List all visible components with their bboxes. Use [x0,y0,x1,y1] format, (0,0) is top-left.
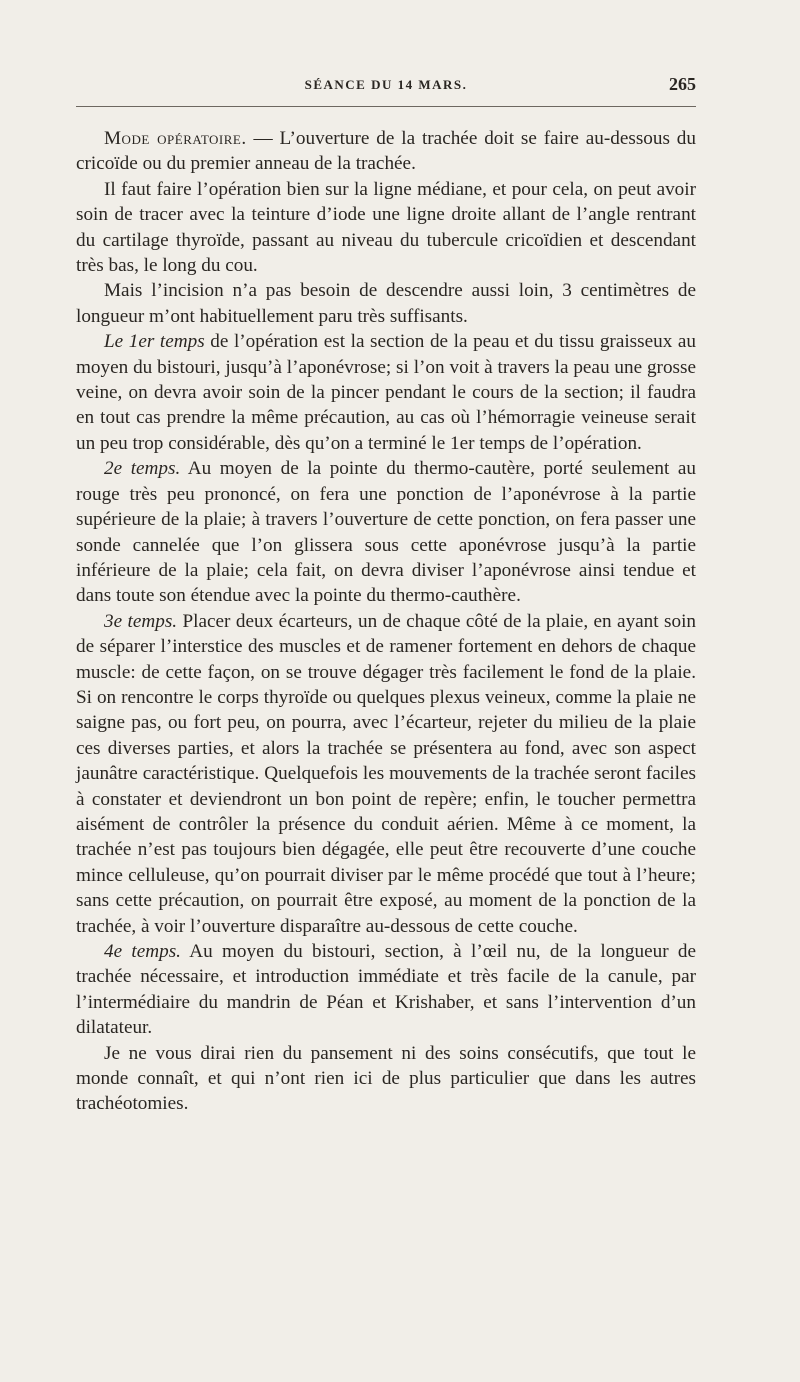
paragraph-text: Au moyen du bistouri, section, à l’œil nu, de la longueur de trachée nécessaire, et introduction immédiate et très facile de la canule, par l’intermédiaire du mandrin de Péan et Krishaber, et sans l’intervention d’un dilatateur. [76,941,697,1039]
paragraph-text: Placer deux écarteurs, un de chaque côté de la plaie, en ayant soin de séparer l’interstice des muscles et de ramener fortement en dehors de chaque muscle: de cette façon, on se trouve dégager très facilement le fond de la plaie. Si on rencontre le corps thyroïde ou quelques plexus veineux, comme la plaie ne saigne pas, ou fort peu, on pourra, avec l’écarteur, rejeter du milieu de la plaie ces diverses parties, et alors la trachée se présentera au fond, avec son aspect jaunâtre caractéristique. Quelquefois les mouvements de la trachée seront faciles à constater et deviendront un bon point de repère; enfin, le toucher permettra aisément de contrôler la présence du conduit aérien. Même à ce moment, la trachée n’est pas toujours bien dégagée, elle peut être recouverte d’une couche mince celluleuse, qu’on pourrait diviser par le même procédé que tout à l’heure; sans cette précaution, on pourrait être exposé, au moment de la ponction de la trachée, à voir l’ouverture disparaître au-dessous de cette couche. [76,610,697,937]
paragraph [76,939,696,1041]
paragraph [76,456,696,608]
paragraph-text: Mais l’incision n’a pas besoin de descendre aussi loin, 3 centimètres de longueur m’ont habituellement paru très suffisants. [76,280,696,327]
page-number: 265 [669,74,696,94]
paragraph-text: — L’ouverture de la trachée doit se faire au-dessous du cricoïde ou du premier anneau de la trachée. [76,128,696,175]
page-header [76,72,696,107]
running-title: SÉANCE DU 14 MARS. [304,77,468,92]
paragraph-lead: 3e temps. [104,610,178,632]
paragraph-lead: 2e temps. [104,458,181,480]
paragraph-text: Il faut faire l’opération bien sur la ligne médiane, et pour cela, on peut avoir soin de tracer avec la teinture d’iode une ligne droite allant de l’angle rentrant du cartilage thyroïde, passant au niveau du tubercule cricoïdien et descendant très bas, le long du cou. [76,178,696,277]
paragraph-text: de l’opération est la section de la peau et du tissu graisseux au moyen du bistouri, jusqu’à l’aponévrose; si l’on voit à travers la peau une grosse veine, on devra avoir soin de la pincer pendant le cours de la section; il faudra en tout cas prendre la même précaution, au cas où l’hémorragie veineuse serait un peu trop considérable, dès qu’on a terminé le 1er temps de l’opération. [76,331,696,454]
body-text [76,126,696,1117]
paragraph-text: Au moyen de la pointe du thermo-cautère, porté seulement au rouge très peu prononcé, on fera une ponction de l’aponévrose à la partie supérieure de la plaie; à travers l’ouverture de cette ponction, on fera passer une sonde cannelée que l’on glissera sous cette aponévrose jusqu’à la partie inférieure de la plaie; cela fait, on devra diviser l’aponévrose ainsi tendue et dans toute son étendue avec la pointe du thermo-cauthère. [76,458,696,607]
paragraph-lead: 4e temps. [104,941,181,962]
paragraph [76,329,696,456]
paragraph [76,609,696,939]
paragraph [76,1041,696,1117]
paragraph-text: Je ne vous dirai rien du pansement ni des soins consécutifs, que tout le monde connaît, et qui n’ont rien ici de plus particulier que dans les autres trachéotomies. [76,1042,696,1115]
paragraph-lead: Le 1er temps [104,331,205,353]
paragraph [76,126,696,177]
paragraph-lead: Mode opératoire. [104,128,247,149]
paragraph [76,177,696,279]
paragraph [76,278,696,329]
